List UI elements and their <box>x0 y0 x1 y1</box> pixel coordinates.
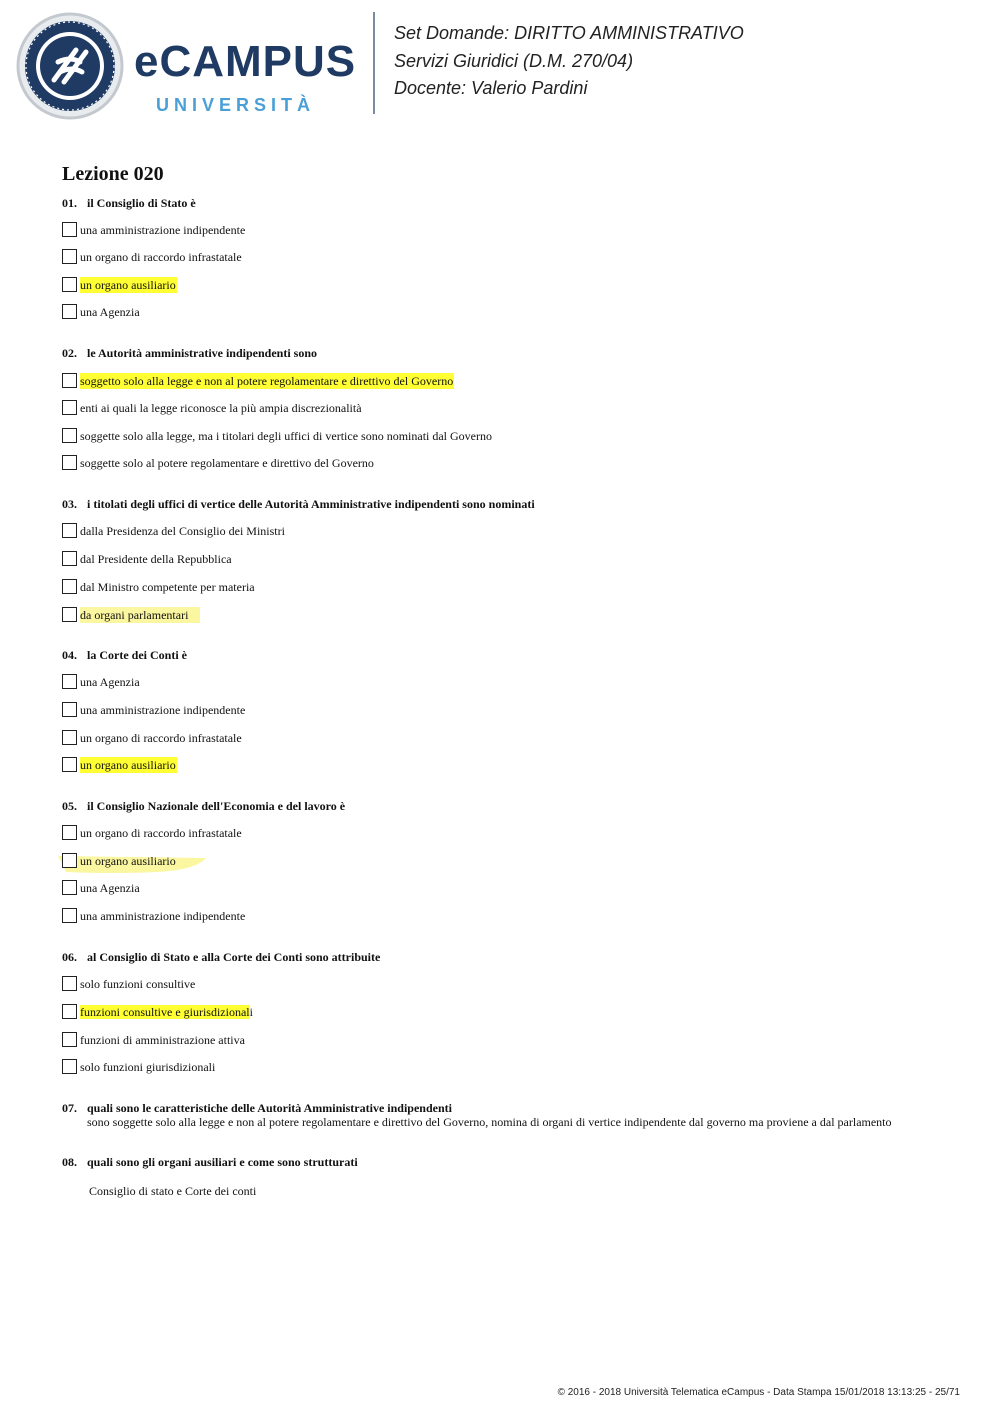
option-label: un organo di raccordo infrastatale <box>80 731 242 745</box>
checkbox[interactable] <box>62 1032 77 1047</box>
checkbox[interactable] <box>62 579 77 594</box>
option-label: una Agenzia <box>80 675 140 689</box>
question-text: i titolati degli uffici di vertice delle Autorità Amministrative indipendenti sono nominati <box>87 497 535 511</box>
answer-7: sono soggette solo alla legge e non al potere regolamentare e direttivo del Governo, nomina di organi di vertice indipendente dal governo ma proviene a dal parlamento <box>87 1115 892 1129</box>
checkbox[interactable] <box>62 249 77 264</box>
question-text: il Consiglio di Stato è <box>87 196 196 210</box>
option-label: una Agenzia <box>80 881 140 895</box>
question-8 <box>62 1155 358 1169</box>
question-number: 01. <box>62 196 77 210</box>
option-label-highlighted: un organo ausiliario <box>80 278 176 292</box>
checkbox[interactable] <box>62 400 77 415</box>
header-divider <box>373 12 375 114</box>
question-3 <box>62 497 535 511</box>
brand-wordmark <box>134 37 366 120</box>
question-number: 07. <box>62 1101 77 1115</box>
question-1 <box>62 196 196 210</box>
option-label: una amministrazione indipendente <box>80 703 246 717</box>
question-number: 06. <box>62 950 77 964</box>
option-label: solo funzioni giurisdizionali <box>80 1060 216 1074</box>
option-label: enti ai quali la legge riconosce la più ampia discrezionalità <box>80 401 362 415</box>
option-label-highlighted: un organo ausiliario <box>80 758 176 772</box>
checkbox[interactable] <box>62 757 77 772</box>
checkbox[interactable] <box>62 607 77 622</box>
brand-subtitle: UNIVERSITÀ <box>156 95 316 115</box>
answer-8: Consiglio di stato e Corte dei conti <box>89 1184 257 1198</box>
checkbox[interactable] <box>62 730 77 745</box>
checkbox[interactable] <box>62 222 77 237</box>
option-label-suffix: i <box>249 1005 253 1019</box>
checkbox[interactable] <box>62 880 77 895</box>
option-label: dalla Presidenza del Consiglio dei Ministri <box>80 524 285 538</box>
question-number: 03. <box>62 497 77 511</box>
question-5 <box>62 799 345 813</box>
option-label: solo funzioni consultive <box>80 977 196 991</box>
question-2 <box>62 346 317 360</box>
checkbox[interactable] <box>62 373 77 388</box>
question-6 <box>62 950 380 964</box>
question-7 <box>62 1101 452 1115</box>
option-label-highlighted: funzioni consultive e giurisdizional <box>80 1005 250 1019</box>
question-4 <box>62 648 187 662</box>
checkbox[interactable] <box>62 428 77 443</box>
question-number: 08. <box>62 1155 77 1169</box>
course-title: Servizi Giuridici (D.M. 270/04) <box>394 50 634 71</box>
checkbox[interactable] <box>62 908 77 923</box>
checkbox[interactable] <box>62 455 77 470</box>
brand-name: eCAMPUS <box>134 37 357 86</box>
option-label: soggette solo al potere regolamentare e direttivo del Governo <box>80 456 374 470</box>
checkbox[interactable] <box>62 1059 77 1074</box>
option-label: soggette solo alla legge, ma i titolari degli uffici di vertice sono nominati dal Governo <box>80 429 493 443</box>
checkbox[interactable] <box>62 304 77 319</box>
checkbox[interactable] <box>62 702 77 717</box>
question-number: 05. <box>62 799 77 813</box>
checkbox[interactable] <box>62 1004 77 1019</box>
option-label-highlighted: da organi parlamentari <box>80 607 200 623</box>
checkbox[interactable] <box>62 674 77 689</box>
option-label-highlighted: un organo ausiliario <box>80 854 176 868</box>
option-label: funzioni di amministrazione attiva <box>80 1033 245 1047</box>
option-label <box>80 1004 254 1020</box>
lesson-title: Lezione 020 <box>62 163 164 185</box>
question-number: 02. <box>62 346 77 360</box>
header-info <box>394 20 744 103</box>
teacher-name: Docente: Valerio Pardini <box>394 78 588 98</box>
option-label: dal Presidente della Repubblica <box>80 552 232 566</box>
question-text: quali sono le caratteristiche delle Autorità Amministrative indipendenti <box>87 1101 452 1115</box>
option-label-highlighted: soggetto solo alla legge e non al potere regolamentare e direttivo del Governo <box>80 374 454 388</box>
set-title: Set Domande: DIRITTO AMMINISTRATIVO <box>394 23 744 43</box>
question-text: quali sono gli organi ausiliari e come sono strutturati <box>87 1155 358 1169</box>
ecampus-logo <box>14 12 359 120</box>
checkbox[interactable] <box>62 551 77 566</box>
university-seal-icon <box>14 12 126 120</box>
option-label: un organo di raccordo infrastatale <box>80 250 242 264</box>
option-label: una amministrazione indipendente <box>80 909 246 923</box>
page-footer: © 2016 - 2018 Università Telematica eCampus - Data Stampa 15/01/2018 13:13:25 - 25/71 <box>557 1387 960 1398</box>
checkbox[interactable] <box>62 523 77 538</box>
checkbox[interactable] <box>62 825 77 840</box>
option-label: dal Ministro competente per materia <box>80 580 255 594</box>
question-number: 04. <box>62 648 77 662</box>
checkbox[interactable] <box>62 853 77 868</box>
question-text: le Autorità amministrative indipendenti sono <box>87 346 318 360</box>
option-label: un organo di raccordo infrastatale <box>80 826 242 840</box>
option-label: una amministrazione indipendente <box>80 223 246 237</box>
question-text: il Consiglio Nazionale dell'Economia e del lavoro è <box>87 799 346 813</box>
question-text: al Consiglio di Stato e alla Corte dei Conti sono attribuite <box>87 950 381 964</box>
checkbox[interactable] <box>62 277 77 292</box>
question-text: la Corte dei Conti è <box>87 648 187 662</box>
option-label: una Agenzia <box>80 305 140 319</box>
checkbox[interactable] <box>62 976 77 991</box>
